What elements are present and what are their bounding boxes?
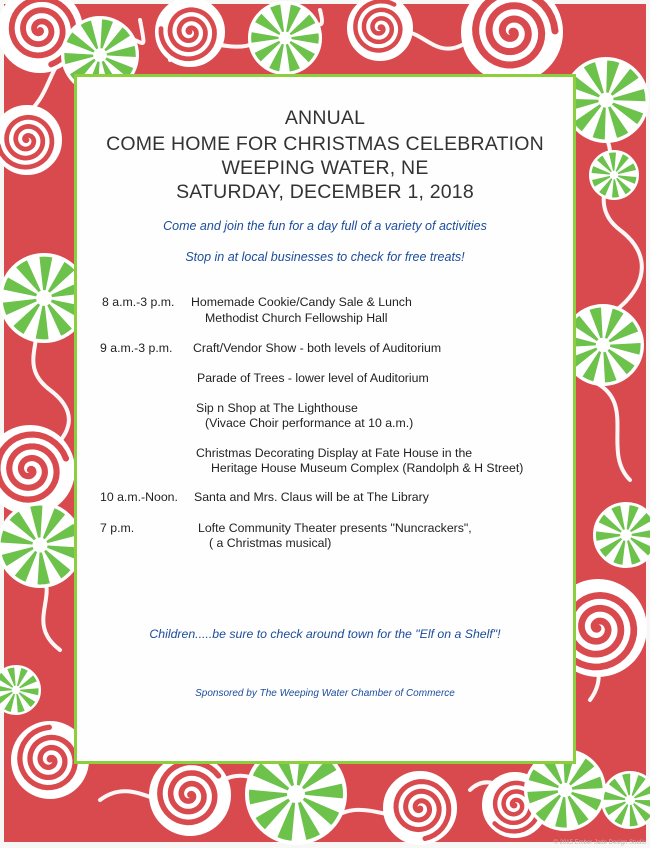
peppermint-candy (384, 772, 456, 844)
event-4-line-1: Sip n Shop at The Lighthouse (196, 401, 358, 415)
event-1-time: 8 a.m.-3 p.m. (102, 295, 175, 309)
event-3-line-1: Parade of Trees - lower level of Auditorium (197, 371, 429, 385)
header-location: WEEPING WATER, NE (221, 157, 429, 179)
intro-line-2: Stop in at local businesses to check for free treats! (185, 250, 465, 264)
copyright-notice: © 2015 Ember Jade Design Studio (553, 840, 646, 846)
header-date: SATURDAY, DECEMBER 1, 2018 (176, 181, 474, 203)
peppermint-candy (594, 503, 650, 567)
peppermint-candy (150, 755, 230, 835)
event-6-line-1: Santa and Mrs. Claus will be at The Library (194, 490, 429, 504)
peppermint-candy (0, 106, 61, 174)
event-2-time: 9 a.m.-3 p.m. (100, 341, 173, 355)
event-7-line-1: Lofte Community Theater presents "Nuncrackers", (198, 521, 472, 535)
event-7-line-2: ( a Christmas musical) (209, 536, 332, 550)
event-2-line-1: Craft/Vendor Show - both levels of Auditorium (193, 341, 442, 355)
peppermint-candy (0, 666, 40, 714)
header-event-title: COME HOME FOR CHRISTMAS CELEBRATION (106, 133, 544, 155)
peppermint-candy (590, 151, 638, 199)
peppermint-candy (156, 0, 224, 66)
event-6-time: 10 a.m.-Noon. (100, 490, 178, 504)
event-1-line-1: Homemade Cookie/Candy Sale & Lunch (191, 295, 412, 309)
event-4-line-2: (Vivace Choir performance at 10 a.m.) (205, 416, 414, 430)
event-7-time: 7 p.m. (100, 521, 135, 535)
intro-line-1: Come and join the fun for a day full of a variety of activities (163, 219, 487, 233)
peppermint-candy (0, 503, 82, 587)
children-note: Children.....be sure to check around town for the "Elf on a Shelf"! (149, 627, 501, 641)
peppermint-candy (564, 58, 648, 142)
peppermint-candy (348, 0, 412, 60)
peppermint-candy (249, 2, 321, 74)
sponsor-line: Sponsored by The Weeping Water Chamber of Commerce (195, 688, 455, 699)
event-1-line-2: Methodist Church Fellowship Hall (205, 311, 388, 325)
event-5-line-2: Heritage House Museum Complex (Randolph & H Street) (211, 461, 524, 475)
event-5-line-1: Christmas Decorating Display at Fate House in the (196, 446, 473, 460)
peppermint-candy (602, 772, 650, 828)
header-annual: ANNUAL (284, 107, 366, 129)
